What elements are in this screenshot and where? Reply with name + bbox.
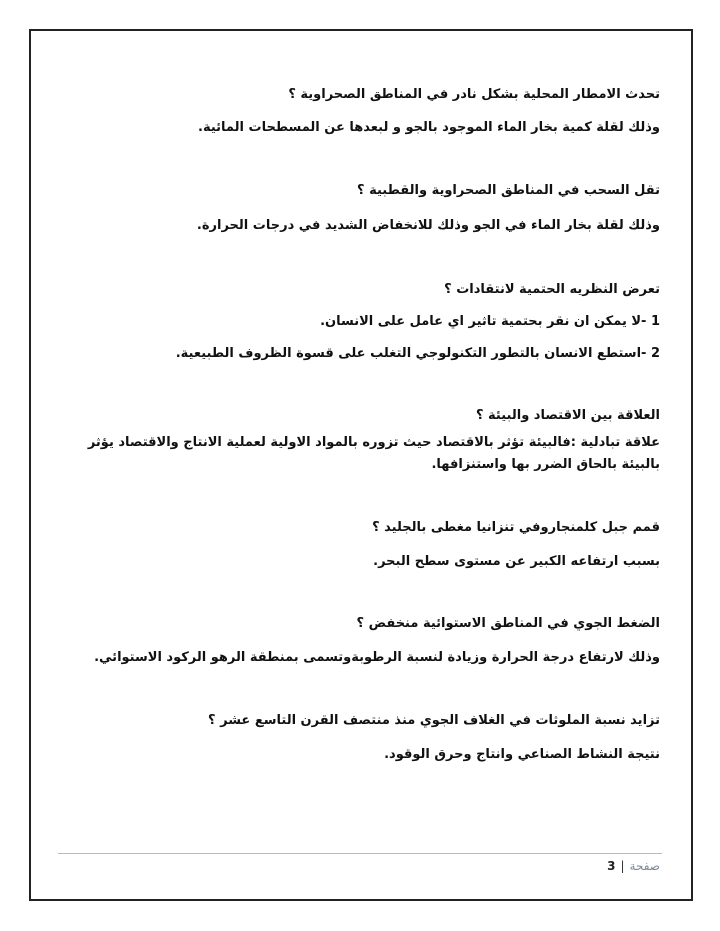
question-1: تحدث الامطار المحلية بشكل نادر في المناطق الصحراوية ؟: [288, 87, 660, 102]
page-footer: [607, 858, 660, 874]
answer-2: وذلك لقلة بخار الماء في الجو وذلك للانخفاض الشديد في درجات الحرارة.: [196, 218, 660, 233]
qa-item-7: [60, 710, 660, 766]
answer-3-line-1: 1 -لا يمكن ان نقر بحتمية تاثير اي عامل على الانسان.: [320, 314, 660, 329]
answer-1: وذلك لقلة كمية بخار الماء الموجود بالجو و لبعدها عن المسطحات المائية.: [198, 120, 660, 135]
question-4: العلاقة بين الاقتصاد والبيئة ؟: [475, 408, 660, 423]
footer-separator: |: [620, 859, 625, 873]
page-number: 3: [607, 859, 616, 873]
qa-item-2: [60, 180, 660, 237]
answer-6: وذلك لارتفاع درجة الحرارة وزيادة لنسبة الرطوبةوتسمى بمنطقة الرهو الركود الاستوائي.: [94, 650, 660, 665]
qa-item-3: [60, 279, 660, 365]
answer-5: بسبب ارتفاعه الكبير عن مستوى سطح البحر.: [373, 554, 660, 569]
question-2: تقل السحب في المناطق الصحراوية والقطبية ؟: [357, 183, 660, 198]
page-label: صفحة: [629, 859, 660, 873]
question-6: الضغط الجوي في المناطق الاستوائية منخفض ؟: [356, 616, 660, 631]
qa-item-5: [60, 517, 660, 573]
qa-item-6: [60, 613, 660, 669]
answer-4: علاقة تبادلية :فالبيئة تؤثر بالاقتصاد حيث تزوره بالمواد الاولية لعملية الانتاج والاقتصاد يؤثر بالبيئة بالحاق الضرر بها واستنزافها.: [87, 435, 660, 472]
footer-divider: [58, 853, 662, 854]
answer-7: نتيجة النشاط الصناعي وانتاج وحرق الوقود.: [384, 747, 660, 762]
question-5: قمم جبل كلمنجاروفي تنزانيا مغطى بالجليد ؟: [372, 520, 660, 535]
qa-item-4: [60, 405, 660, 476]
document-body: [60, 72, 660, 766]
answer-3-line-2: 2 -استطع الانسان بالتطور التكنولوجي التغلب على قسوة الظروف الطبيعية.: [175, 346, 660, 361]
qa-item-1: [60, 84, 660, 139]
question-7: تزايد نسبة الملوثات في الغلاف الجوي منذ منتصف القرن التاسع عشر ؟: [208, 713, 660, 728]
question-3: تعرض النظريه الحتمية لانتقادات ؟: [444, 282, 660, 297]
